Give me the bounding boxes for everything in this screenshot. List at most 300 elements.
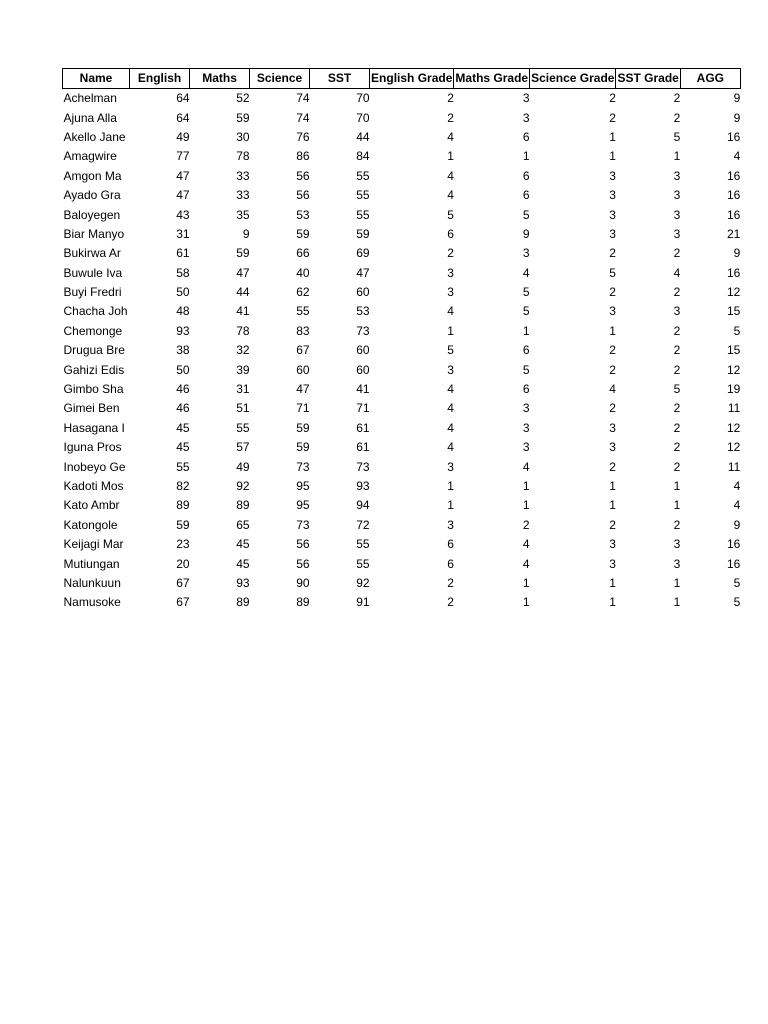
cell-name[interactable]: Gimbo Sha [63,382,124,397]
cell-sst[interactable]: 55 [356,168,370,183]
cell-english[interactable]: 89 [176,498,190,513]
cell-sst-grade[interactable]: 2 [673,323,681,338]
cell-sst-grade[interactable]: 3 [673,556,681,571]
cell-maths[interactable]: 51 [236,401,250,416]
cell-maths[interactable]: 89 [236,595,250,610]
cell-science[interactable]: 47 [296,382,310,397]
cell-maths[interactable]: 33 [236,188,250,203]
cell-science[interactable]: 89 [296,595,310,610]
cell-sst[interactable]: 69 [356,246,370,261]
cell-science-grade[interactable]: 3 [609,168,616,183]
cell-english[interactable]: 45 [176,420,190,435]
cell-science-grade[interactable]: 1 [609,498,616,513]
table-row [63,147,741,166]
cell-english[interactable]: 46 [176,382,190,397]
header-english-grade[interactable]: English Grade [370,69,454,89]
table-row [63,108,741,127]
cell-sst-grade[interactable]: 1 [673,479,681,493]
cell-science[interactable]: 83 [296,323,310,338]
cell-english-grade[interactable]: 5 [447,207,454,222]
cell-maths[interactable]: 89 [236,498,250,513]
cell-agg[interactable]: 4 [733,479,741,493]
cell-science[interactable]: 90 [296,575,310,590]
cell-science-grade[interactable]: 4 [609,382,616,397]
cell-science-grade[interactable]: 2 [609,285,616,300]
cell-agg[interactable]: 16 [726,556,741,571]
cell-maths[interactable]: 32 [236,343,250,358]
cell-english-grade[interactable]: 2 [447,91,454,106]
cell-science-grade[interactable]: 5 [609,265,616,280]
cell-english-grade[interactable]: 1 [447,479,454,493]
table-row [63,496,741,515]
cell-science-grade[interactable]: 2 [609,110,616,125]
cell-english-grade[interactable]: 6 [447,556,454,571]
cell-maths[interactable]: 35 [236,207,250,222]
cell-science[interactable]: 71 [296,401,310,416]
cell-maths-grade[interactable]: 3 [522,401,530,416]
cell-sst[interactable]: 60 [356,362,370,377]
cell-science[interactable]: 95 [296,479,310,493]
cell-maths[interactable]: 65 [236,517,250,532]
cell-maths[interactable]: 78 [236,323,250,338]
cell-english-grade[interactable]: 6 [447,226,454,241]
cell-science-grade[interactable]: 3 [609,420,616,435]
cell-sst[interactable]: 94 [356,498,370,513]
table-row [63,399,741,418]
cell-name[interactable]: Keijagi Mar [63,537,124,552]
cell-maths-grade[interactable]: 3 [522,246,530,261]
cell-english[interactable]: 48 [176,304,190,319]
cell-maths-grade[interactable]: 4 [522,537,530,552]
cell-maths[interactable]: 49 [236,459,250,474]
cell-sst-grade[interactable]: 1 [673,149,681,164]
cell-maths[interactable]: 59 [236,246,250,261]
cell-sst[interactable]: 41 [356,382,370,397]
cell-science-grade[interactable]: 1 [609,149,616,164]
cell-name[interactable]: Amagwire [63,149,117,164]
cell-sst[interactable]: 72 [356,517,370,532]
cell-maths-grade[interactable]: 6 [522,129,530,144]
cell-maths[interactable]: 30 [236,129,250,144]
header-row [63,69,741,89]
cell-english[interactable]: 67 [176,595,190,610]
cell-english[interactable]: 47 [176,168,190,183]
cell-sst-grade[interactable]: 2 [673,91,681,106]
cell-maths[interactable]: 41 [236,304,250,319]
header-science[interactable]: Science [250,69,310,89]
cell-maths-grade[interactable]: 4 [522,265,530,280]
cell-sst-grade[interactable]: 3 [673,304,681,319]
cell-sst-grade[interactable]: 2 [673,285,681,300]
cell-maths[interactable]: 52 [236,91,250,106]
cell-sst-grade[interactable]: 2 [673,343,681,358]
cell-science-grade[interactable]: 3 [609,556,616,571]
cell-name[interactable]: Buwule Iva [63,265,123,280]
cell-maths[interactable]: 33 [236,168,250,183]
cell-name[interactable]: Kadoti Mos [63,479,124,493]
cell-english[interactable]: 45 [176,440,190,455]
header-name[interactable]: Name [63,69,130,89]
cell-science-grade[interactable]: 3 [609,226,616,241]
cell-english[interactable]: 23 [176,537,190,552]
cell-science[interactable]: 55 [296,304,310,319]
cell-maths-grade[interactable]: 1 [522,323,530,338]
cell-english[interactable]: 58 [176,265,190,280]
cell-agg[interactable]: 15 [726,304,741,319]
header-agg[interactable]: AGG [680,69,740,89]
cell-maths[interactable]: 93 [236,575,250,590]
cell-maths[interactable]: 31 [236,382,250,397]
cell-science[interactable]: 56 [296,188,310,203]
cell-name[interactable]: Inobeyo Ge [63,459,126,474]
cell-maths[interactable]: 45 [236,556,250,571]
cell-name[interactable]: Bukirwa Ar [63,246,121,261]
cell-english[interactable]: 82 [176,479,190,493]
table-row [63,322,741,341]
cell-agg[interactable]: 21 [726,226,741,241]
cell-sst[interactable]: 93 [356,479,370,493]
cell-english-grade[interactable]: 3 [447,459,454,474]
cell-sst-grade[interactable]: 2 [673,362,681,377]
cell-name[interactable]: Gimei Ben [63,401,120,416]
cell-english[interactable]: 38 [176,343,190,358]
table-row [63,128,741,147]
cell-name[interactable]: Gahizi Edis [63,362,125,377]
cell-science[interactable]: 67 [296,343,310,358]
cell-science-grade[interactable]: 3 [609,207,616,222]
cell-sst-grade[interactable]: 3 [673,537,681,552]
cell-science[interactable]: 56 [296,168,310,183]
cell-sst[interactable]: 55 [356,556,370,571]
cell-science-grade[interactable]: 2 [609,459,616,474]
table-header [63,69,741,89]
cell-maths-grade[interactable]: 1 [522,595,530,610]
cell-english-grade[interactable]: 3 [447,517,454,532]
cell-science-grade[interactable]: 3 [609,440,616,455]
cell-sst[interactable]: 59 [356,226,370,241]
cell-maths-grade[interactable]: 6 [522,382,530,397]
cell-sst[interactable]: 73 [356,323,370,338]
cell-agg[interactable]: 9 [733,246,741,261]
cell-sst[interactable]: 61 [356,420,370,435]
cell-maths-grade[interactable]: 5 [522,362,530,377]
table-row [63,205,741,224]
cell-name[interactable]: Katongole [63,517,118,532]
cell-english-grade[interactable]: 4 [447,382,454,397]
cell-maths[interactable]: 39 [236,362,250,377]
cell-maths-grade[interactable]: 1 [522,575,530,590]
cell-english-grade[interactable]: 3 [447,265,454,280]
cell-science[interactable]: 73 [296,517,310,532]
cell-maths-grade[interactable]: 4 [522,459,530,474]
cell-maths-grade[interactable]: 9 [522,226,530,241]
cell-maths[interactable]: 55 [236,420,250,435]
cell-science[interactable]: 59 [296,420,310,435]
cell-english-grade[interactable]: 2 [447,575,454,590]
cell-english[interactable]: 50 [176,362,190,377]
cell-maths-grade[interactable]: 5 [522,285,530,300]
header-maths[interactable]: Maths [190,69,250,89]
table-row [63,516,741,535]
cell-sst[interactable]: 60 [356,285,370,300]
cell-maths-grade[interactable]: 5 [522,207,530,222]
cell-english[interactable]: 20 [176,556,190,571]
cell-agg[interactable]: 15 [726,343,741,358]
table-row [63,457,741,476]
cell-maths-grade[interactable]: 3 [522,91,530,106]
cell-sst-grade[interactable]: 3 [673,226,681,241]
table-row [63,264,741,283]
cell-english-grade[interactable]: 4 [447,168,454,183]
cell-science[interactable]: 56 [296,537,310,552]
cell-name[interactable]: Baloyegen [63,207,121,222]
cell-agg[interactable]: 12 [726,440,741,455]
cell-sst-grade[interactable]: 1 [673,498,681,513]
cell-sst-grade[interactable]: 2 [673,401,681,416]
cell-name[interactable]: Hasagana I [63,420,125,435]
cell-agg[interactable]: 9 [733,517,741,532]
table-row [63,574,741,593]
cell-sst[interactable]: 73 [356,459,370,474]
cell-agg[interactable]: 19 [726,382,741,397]
cell-english-grade[interactable]: 4 [447,420,454,435]
cell-science-grade[interactable]: 2 [609,246,616,261]
cell-english[interactable]: 31 [176,226,190,241]
cell-english[interactable]: 43 [176,207,190,222]
header-sst-grade[interactable]: SST Grade [616,69,680,89]
cell-english[interactable]: 93 [176,323,190,338]
cell-science[interactable]: 40 [296,265,310,280]
cell-agg[interactable]: 12 [726,285,741,300]
cell-name[interactable]: Akello Jane [63,129,126,144]
cell-sst-grade[interactable]: 4 [673,265,681,280]
cell-maths-grade[interactable]: 3 [522,420,530,435]
table-row [63,283,741,302]
cell-sst-grade[interactable]: 3 [673,207,681,222]
cell-agg[interactable]: 5 [733,323,741,338]
cell-maths-grade[interactable]: 3 [522,110,530,125]
cell-science[interactable]: 73 [296,459,310,474]
cell-sst[interactable]: 47 [356,265,370,280]
cell-name[interactable]: Iguna Pros [63,440,122,455]
cell-science[interactable]: 66 [296,246,310,261]
cell-maths[interactable]: 92 [236,479,250,493]
cell-sst-grade[interactable]: 2 [673,440,681,455]
cell-sst[interactable]: 84 [356,149,370,164]
cell-agg[interactable]: 16 [726,188,741,203]
cell-sst[interactable]: 53 [356,304,370,319]
cell-english[interactable]: 64 [176,91,190,106]
cell-maths-grade[interactable]: 6 [522,343,530,358]
cell-english-grade[interactable]: 2 [447,595,454,610]
cell-sst[interactable]: 71 [356,401,370,416]
cell-maths-grade[interactable]: 1 [522,498,530,513]
cell-sst-grade[interactable]: 3 [673,168,681,183]
cell-english-grade[interactable]: 6 [447,537,454,552]
cell-sst[interactable]: 92 [356,575,370,590]
cell-english-grade[interactable]: 4 [447,129,454,144]
cell-maths-grade[interactable]: 1 [522,479,530,493]
cell-english-grade[interactable]: 3 [447,285,454,300]
cell-agg[interactable]: 5 [733,575,741,590]
cell-science-grade[interactable]: 2 [609,401,616,416]
cell-science[interactable]: 74 [296,110,310,125]
cell-sst[interactable]: 55 [356,207,370,222]
cell-science-grade[interactable]: 2 [609,343,616,358]
cell-english[interactable]: 61 [176,246,190,261]
cell-english-grade[interactable]: 1 [447,498,454,513]
cell-sst[interactable]: 91 [356,595,370,610]
cell-agg[interactable]: 16 [726,207,741,222]
cell-sst-grade[interactable]: 5 [673,382,681,397]
cell-name[interactable]: Chemonge [63,323,123,338]
cell-english-grade[interactable]: 1 [447,323,454,338]
cell-english-grade[interactable]: 4 [447,401,454,416]
cell-science[interactable]: 86 [296,149,310,164]
cell-name[interactable]: Namusoke [63,595,121,610]
table-row [63,535,741,554]
cell-science-grade[interactable]: 2 [609,91,616,106]
cell-agg[interactable]: 16 [726,168,741,183]
table-row [63,593,741,612]
header-maths-grade[interactable]: Maths Grade [454,69,530,89]
cell-science-grade[interactable]: 3 [609,304,616,319]
header-english[interactable]: English [130,69,190,89]
cell-agg[interactable]: 12 [726,420,741,435]
cell-english-grade[interactable]: 4 [447,188,454,203]
cell-science-grade[interactable]: 3 [609,537,616,552]
cell-english[interactable]: 49 [176,129,190,144]
cell-science-grade[interactable]: 1 [609,479,616,493]
cell-science[interactable]: 59 [296,226,310,241]
cell-science-grade[interactable]: 2 [609,362,616,377]
table-row [63,438,741,457]
cell-english[interactable]: 64 [176,110,190,125]
cell-sst-grade[interactable]: 2 [673,517,681,532]
cell-english[interactable]: 46 [176,401,190,416]
cell-name[interactable]: Ajuna Alla [63,110,117,125]
cell-english-grade[interactable]: 1 [447,149,454,164]
cell-maths-grade[interactable]: 1 [522,149,530,164]
cell-sst[interactable]: 70 [356,91,370,106]
cell-science[interactable]: 59 [296,440,310,455]
cell-sst-grade[interactable]: 2 [673,420,681,435]
cell-name[interactable]: Amgon Ma [63,168,122,183]
cell-agg[interactable]: 11 [727,401,741,416]
cell-maths[interactable]: 78 [236,149,250,164]
cell-name[interactable]: Ayado Gra [63,188,121,203]
cell-name[interactable]: Chacha Joh [63,304,128,319]
cell-science[interactable]: 60 [296,362,310,377]
cell-agg[interactable]: 4 [733,149,741,164]
cell-sst-grade[interactable]: 2 [673,459,681,474]
cell-science-grade[interactable]: 1 [609,323,616,338]
cell-name[interactable]: Achelman [63,91,117,106]
grades-table [62,68,741,613]
cell-sst-grade[interactable]: 1 [673,595,681,610]
cell-agg[interactable]: 11 [727,459,741,474]
header-science-grade[interactable]: Science Grade [530,69,616,89]
cell-agg[interactable]: 12 [726,362,741,377]
cell-science-grade[interactable]: 2 [609,517,616,532]
cell-science[interactable]: 62 [296,285,310,300]
cell-maths-grade[interactable]: 2 [522,517,530,532]
cell-english[interactable]: 77 [176,149,190,164]
cell-english[interactable]: 50 [176,285,190,300]
header-sst[interactable]: SST [310,69,370,89]
cell-agg[interactable]: 5 [733,595,741,610]
cell-maths[interactable]: 57 [236,440,250,455]
cell-sst[interactable]: 55 [356,188,370,203]
cell-sst[interactable]: 60 [356,343,370,358]
cell-name[interactable]: Kato Ambr [63,498,120,513]
cell-agg[interactable]: 9 [733,91,741,106]
cell-science-grade[interactable]: 1 [609,575,616,590]
cell-maths-grade[interactable]: 4 [522,556,530,571]
cell-english[interactable]: 55 [176,459,190,474]
cell-english-grade[interactable]: 3 [447,362,454,377]
cell-english-grade[interactable]: 2 [447,246,454,261]
cell-science[interactable]: 76 [296,129,310,144]
cell-name[interactable]: Biar Manyo [63,226,125,241]
cell-agg[interactable]: 16 [726,265,741,280]
cell-sst-grade[interactable]: 2 [673,110,681,125]
cell-maths-grade[interactable]: 6 [522,188,530,203]
cell-sst-grade[interactable]: 3 [673,188,681,203]
cell-science-grade[interactable]: 3 [609,188,616,203]
cell-english-grade[interactable]: 2 [447,110,454,125]
cell-english[interactable]: 47 [176,188,190,203]
cell-science[interactable]: 74 [296,91,310,106]
table-row [63,89,741,109]
cell-name[interactable]: Buyi Fredri [63,285,122,300]
cell-maths[interactable]: 45 [236,537,250,552]
cell-sst-grade[interactable]: 2 [673,246,681,261]
cell-english-grade[interactable]: 4 [447,440,454,455]
cell-sst-grade[interactable]: 5 [673,129,681,144]
cell-english-grade[interactable]: 5 [447,343,454,358]
cell-sst-grade[interactable]: 1 [673,575,681,590]
table-body [63,89,741,613]
cell-agg[interactable]: 4 [733,498,741,513]
cell-sst[interactable]: 61 [356,440,370,455]
cell-maths[interactable]: 9 [242,226,250,241]
cell-science[interactable]: 56 [296,556,310,571]
cell-agg[interactable]: 16 [726,129,741,144]
cell-maths-grade[interactable]: 5 [522,304,530,319]
cell-science-grade[interactable]: 1 [609,595,616,610]
cell-maths[interactable]: 47 [236,265,250,280]
cell-sst[interactable]: 44 [356,129,370,144]
cell-english[interactable]: 67 [176,575,190,590]
cell-english-grade[interactable]: 4 [447,304,454,319]
cell-name[interactable]: Drugua Bre [63,343,125,358]
cell-maths[interactable]: 59 [236,110,250,125]
cell-name[interactable]: Nalunkuun [63,575,121,590]
cell-name[interactable]: Mutiungan [63,556,120,571]
cell-science-grade[interactable]: 1 [609,129,616,144]
cell-maths-grade[interactable]: 3 [522,440,530,455]
cell-maths[interactable]: 44 [236,285,250,300]
cell-english[interactable]: 59 [176,517,190,532]
cell-science[interactable]: 53 [296,207,310,222]
cell-agg[interactable]: 9 [733,110,741,125]
cell-sst[interactable]: 55 [356,537,370,552]
cell-maths-grade[interactable]: 6 [522,168,530,183]
cell-science[interactable]: 95 [296,498,310,513]
cell-agg[interactable]: 16 [726,537,741,552]
cell-sst[interactable]: 70 [356,110,370,125]
